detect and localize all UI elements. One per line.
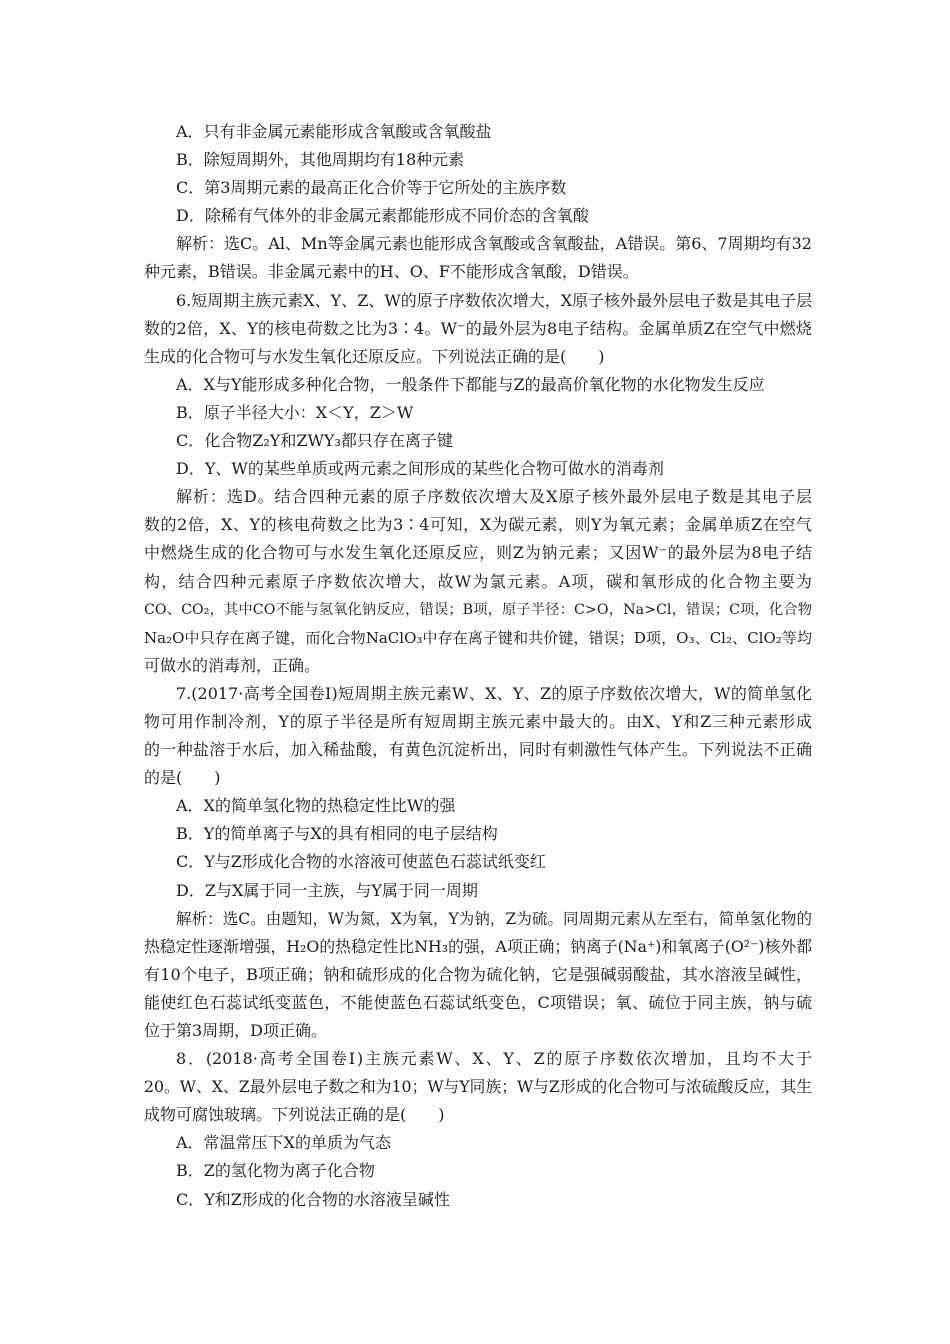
option-8a: A．常温常压下X的单质为气态 (176, 1133, 391, 1153)
analysis-7-line: 能使红色石蕊试纸变蓝色，不能使蓝色石蕊试纸变色，C项错误；氧、硫位于同主族，钠与硫 (144, 992, 812, 1012)
option-7b: B．Y的简单离子与X的具有相同的电子层结构 (176, 824, 498, 844)
question-8-line: 8．(2018·高考全国卷Ⅰ)主族元素W、X、Y、Z的原子序数依次增加，且均不大于 (176, 1049, 812, 1069)
document-body (144, 118, 812, 1214)
analysis-6-line: 解析：选D。结合四种元素的原子序数依次增大及X原子核外最外层电子数是其电子层 (176, 487, 812, 507)
option-6a: A．X与Y能形成多种化合物，一般条件下都能与Z的最高价氧化物的水化物发生反应 (176, 374, 765, 394)
option-5a: A．只有非金属元素能形成含氧酸或含氧酸盐 (176, 122, 492, 141)
analysis-7-line: 解析：选C。由题知，W为氮，X为氧，Y为钠，Z为硫。同周期元素从左至右，简单氢化物的 (176, 909, 812, 928)
analysis-6-line: 构，结合四种元素原子序数依次增大，故W为氯元素。A项，碳和氧形成的化合物主要为 (144, 571, 812, 591)
option-8c: C．Y和Z形成的化合物的水溶液呈碱性 (176, 1189, 450, 1209)
analysis-7-line: 有10个电子，B项正确；钠和硫形成的化合物为硫化钠，它是强碱弱酸盐，其水溶液呈碱性， (144, 964, 812, 984)
option-5c: C．第3周期元素的最高正化合价等于它所处的主族序数 (176, 178, 567, 198)
question-6-line: 数的2倍，X、Y的核电荷数之比为3∶4。W⁻的最外层为8电子结构。金属单质Z在空气中燃烧 (144, 318, 812, 338)
option-6d: D．Y、W的某些单质或两元素之间形成的某些化合物可做水的消毒剂 (176, 459, 664, 479)
analysis-6-line: Na₂O中只存在离子键，而化合物NaClO₃中存在离子键和共价键，错误；D项，O₃、Cl₂、ClO₂等均 (144, 628, 812, 647)
question-6-line: 6.短周期主族元素X、Y、Z、W的原子序数依次增大，X原子核外最外层电子数是其电子层 (176, 290, 813, 310)
analysis-7-line: 热稳定性逐渐增强，H₂O的热稳定性比NH₃的强，A项正确；钠离子(Na⁺)和氧离子(O²⁻)核外都 (144, 936, 812, 956)
question-7-line: 7.(2017·高考全国卷Ⅰ)短周期主族元素W、X、Y、Z的原子序数依次增大，W的简单氢化 (176, 683, 812, 703)
option-5b: B．除短周期外，其他周期均有18种元素 (176, 150, 465, 170)
option-6c: C．化合物Z₂Y和ZWY₃都只存在离子键 (176, 431, 453, 451)
analysis-7-line: 位于第3周期，D项正确。 (144, 1021, 328, 1040)
analysis-6-line: 可做水的消毒剂，正确。 (144, 655, 321, 675)
analysis-6-line: 数的2倍，X、Y的核电荷数之比为3∶4可知，X为碳元素，则Y为氧元素；金属单质Z在空气 (144, 515, 812, 535)
question-8-line: 成物可腐蚀玻璃。下列说法正确的是( ) (144, 1105, 445, 1125)
option-8b: B．Z的氢化物为离子化合物 (176, 1161, 375, 1181)
question-8-line: 20。W、X、Z最外层电子数之和为10；W与Y同族；W与Z形成的化合物可与浓硫酸反应，其生 (144, 1077, 812, 1097)
question-6-line: 生成的化合物可与水发生氧化还原反应。下列说法正确的是( ) (144, 346, 605, 366)
analysis-5-line: 解析：选C。Al、Mn等金属元素也能形成含氧酸或含氧酸盐，A错误。第6、7周期均有32 (176, 234, 812, 254)
question-7-line: 的是( ) (144, 768, 221, 788)
analysis-6-line: CO、CO₂，其中CO不能与氢氧化钠反应，错误；B项，原子半径：C>O，Na>Cl，错误；C项，化合物 (144, 601, 812, 618)
analysis-6-line: 中燃烧生成的化合物可与水发生氧化还原反应，则Z为钠元素；又因W⁻的最外层为8电子结 (144, 543, 812, 563)
analysis-5-line: 种元素，B错误。非金属元素中的H、O、F不能形成含氧酸，D错误。 (144, 262, 639, 282)
option-7a: A．X的简单氢化物的热稳定性比W的强 (176, 796, 456, 816)
question-7-line: 的一种盐溶于水后，加入稀盐酸，有黄色沉淀析出，同时有刺激性气体产生。下列说法不正确 (144, 740, 812, 760)
option-5d: D．除稀有气体外的非金属元素都能形成不同价态的含氧酸 (176, 206, 589, 226)
option-7d: D．Z与X属于同一主族，与Y属于同一周期 (176, 880, 478, 900)
option-6b: B．原子半径大小：X＜Y，Z＞W (176, 402, 414, 422)
question-7-line: 物可用作制冷剂，Y的原子半径是所有短周期主族元素中最大的。由X、Y和Z三种元素形成 (144, 711, 812, 731)
option-7c: C．Y与Z形成化合物的水溶液可使蓝色石蕊试纸变红 (176, 852, 546, 872)
